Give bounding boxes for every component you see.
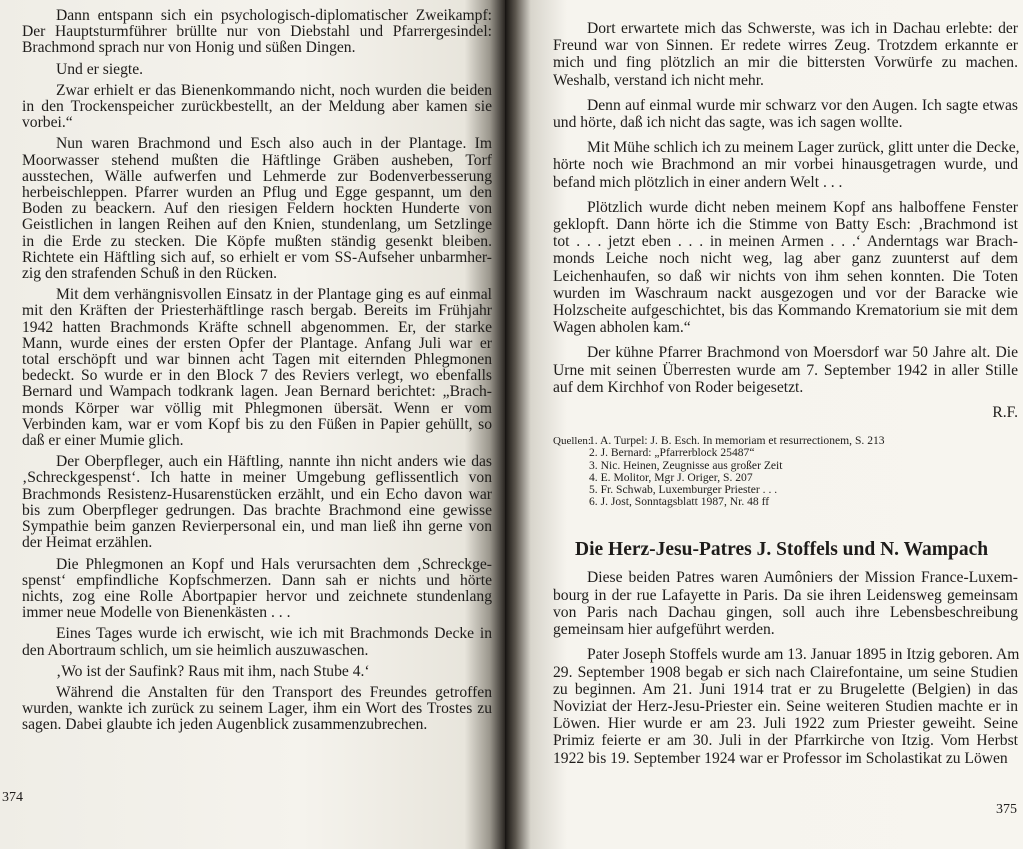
text-line: 1922 bis 19. September 1924 war er Professor im Scholastikat zu Löwen (553, 749, 1008, 767)
text-line: befand mich plötzlich in einer andern Welt . . . (553, 173, 843, 191)
text-line: daß er einer Mumie glich. (22, 432, 184, 450)
text-line: Moorwasser stehend mußten die Häftlinge Gräben ausheben, Torf (22, 151, 492, 169)
text-line: Primiz feierte er am 30. Juli in der Pfarrkirche von Itzig. Vom Herbst (553, 732, 1018, 750)
text-line: total erschöpft und war binnen acht Tagen mit eiternden Phlegmonen (22, 351, 492, 369)
text-line: Urne mit seinen Überresten wurde am 7. September 1942 in aller Stille (553, 361, 1018, 379)
text-line: vorbei.“ (22, 114, 73, 132)
text-line: ‚Schreckgespenst‘. Ich hatte in meiner Umgebung geflissentlich von (22, 469, 492, 487)
text-line: Löwen. Hier wurde er am 23. Juli 1922 zum Priester geweiht. Seine (553, 715, 1018, 733)
paragraph (22, 8, 492, 57)
text-line: herbeischleppen. Pfarrer wurden an Pflug und Egge gespannt, um den (22, 184, 492, 202)
text-line: Zwar erhielt er das Bienenkommando nicht, noch wurden die beiden (56, 81, 492, 99)
text-line: Mit dem verhängnisvollen Einsatz in der Plantage ging es auf einmal (56, 286, 492, 304)
text-line: monds Leiche noch nicht weg, lag aber ganz zuunterst auf dem (553, 250, 1018, 268)
text-line: Verbinden kam, war er vom Kopf bis zu den Füßen in Papier gehüllt, so (22, 415, 492, 433)
page-number-left: 374 (2, 790, 23, 805)
text-line: tot . . . jetzt eben . . . in meinen Armen . . .‘ Anderntags war Brach- (553, 233, 1018, 251)
text-line: Der kühne Pfarrer Brachmond von Moersdorf war 50 Jahre alt. Die (587, 344, 1018, 362)
text-line: Und er siegte. (56, 60, 144, 78)
text-line: hörte noch wie Brachmond an mir vorbei hinausgetragen wurde, und (553, 156, 1018, 174)
section-heading: Die Herz-Jesu-Patres J. Stoffels und N. Wampach (575, 539, 989, 561)
page-number-right: 375 (996, 802, 1017, 817)
text-line: mich und fing plötzlich an mir die bittersten Vorwürfe zu machen. (553, 54, 1018, 72)
text-line: Freund war von Sinnen. Er redete wirres Zeug. Trotzdem erkannte er (553, 37, 1018, 55)
text-line: Bernard und Wampach todkrank lagen. Jean Bernard berichtet: „Brach- (22, 383, 492, 401)
text-line: wurden, wankte ich zurück zu seinem Lager, ihm ein Wort des Trostes zu (22, 700, 492, 718)
text-line: mit den Kräften der Priesterhäftlinge rasch bergab. Bereits im Frühjahr (22, 302, 492, 320)
text-line: Brachmonds Resistenz-Husarenstücken erzählt, und ein Echo davon war (22, 485, 492, 503)
paragraph (22, 83, 492, 132)
text-line: ausstechen, Wälle aufwerfen und Lehmerde zur Bodenverbesserung (22, 167, 492, 185)
text-line: den Abortraum schlich, um sie heimlich auszuwaschen. (22, 641, 369, 659)
right-book-page (505, 0, 1023, 849)
text-line: bourg in der rue Lafayette in Paris. Da sie ihren Leidensweg gemeinsam (553, 586, 1018, 604)
text-line: in den Trockenspeicher zurückbestellt, an der Meldung aber kamen sie (22, 98, 492, 116)
text-line: Während die Anstalten für den Transport des Freundes getroffen (56, 683, 492, 701)
text-line: zig den strafenden Schuß in den Rücken. (22, 265, 278, 283)
text-line: Der Oberpfleger, auch ein Häftling, nannte ihn nicht anders wie das (56, 453, 492, 471)
right-page-paragraphs (553, 20, 1018, 396)
text-line: Die Phlegmonen an Kopf und Hals verursachten dem ‚Schreckge- (56, 555, 492, 573)
text-line: geklopft. Dann hörte ich die Stimme von Batty Esch: ‚Brachmond ist (553, 216, 1018, 234)
text-line: spenst‘ empfindliche Kopfschmerzen. Dann sah er nichts und hörte (22, 571, 492, 589)
left-page-body (22, 8, 492, 739)
text-line: wurden im Waschraum nackt ausgezogen und vor der Baracke wie (553, 284, 1018, 302)
text-line: Weshalb, verstand ich nicht mehr. (553, 71, 764, 89)
source-item: 3. Nic. Heinen, Zeugnisse aus großer Zeit (589, 458, 783, 472)
paragraph (22, 62, 492, 78)
paragraph (22, 685, 492, 734)
text-line: Eines Tages wurde ich erwischt, wie ich mit Brachmonds Decke in (56, 625, 492, 643)
sources-items (589, 435, 1018, 508)
source-item: 6. J. Jost, Sonntagsblatt 1987, Nr. 48 ff (589, 495, 770, 509)
text-line: zu beginnen. Am 21. Juni 1914 trat er zu Brugelette (Belgien) in das (553, 680, 1018, 698)
source-item: 5. Fr. Schwab, Luxemburger Priester . . . (589, 483, 778, 497)
paragraph (553, 139, 1018, 191)
text-line: Diese beiden Patres waren Aumôniers der Mission France-Luxem- (587, 569, 1018, 587)
text-line: Dann entspann sich ein psychologisch-diplomatischer Zweikampf: (56, 7, 492, 24)
paragraph (22, 664, 492, 680)
text-line: Geistlichen in langen Reihen auf den Knien, stundenlang, um Setzlinge (22, 216, 492, 234)
text-line: 1942 hatten Brachmonds Kräfte schnell abgenommen. Er, der starke (22, 318, 492, 336)
author-signature: R.F. (992, 404, 1018, 422)
source-item: 4. E. Molitor, Mgr J. Origer, S. 207 (589, 470, 753, 484)
paragraph (22, 557, 492, 622)
text-line: ‚Wo ist der Saufink? Raus mit ihm, nach Stube 4.‘ (56, 662, 370, 680)
text-line: Leichenhaufen, so daß wir nichts von ihm sehen konnten. Die Toten (553, 267, 1018, 285)
paragraph (553, 569, 1018, 638)
text-line: Mann, wurde eines der ersten Opfer der Plantage. Anfang Juli war er (22, 334, 492, 352)
section-paragraphs (553, 569, 1018, 766)
text-line: 29. September 1908 begab er sich nach Clairefontaine, um seine Studien (553, 663, 1018, 681)
paragraph (553, 20, 1018, 89)
text-line: Mit Mühe schlich ich zu meinem Lager zurück, glitt unter die Decke, (587, 139, 1020, 157)
paragraph (22, 136, 492, 282)
paragraph (553, 646, 1018, 766)
text-line: Plötzlich wurde dicht neben meinem Kopf ans halboffene Fenster (587, 198, 1018, 216)
right-page-body (553, 20, 1018, 775)
paragraph (22, 454, 492, 551)
text-line: der Heimat erzählen. (22, 534, 153, 552)
text-line: Brachmond sprach nur von Honig und süßen Dingen. (22, 39, 356, 57)
text-line: Dort erwartete mich das Schwerste, was ich in Dachau erlebte: der (587, 20, 1018, 37)
paragraph (553, 97, 1018, 131)
text-line: Holzscheite aufgeschichtet, bis das Kommando Krematorium sie mit dem (553, 302, 1018, 320)
source-item: 2. J. Bernard: „Pfarrerblock 25487“ (589, 446, 755, 460)
text-line: Denn auf einmal wurde mir schwarz vor den Augen. Ich sagte etwas (587, 96, 1018, 114)
sources-list (553, 435, 1018, 508)
text-line: nichts, zog eine Rolle Abortpapier hervor und zeichnete stundenlang (22, 587, 492, 605)
paragraph (22, 287, 492, 449)
text-line: Noviziat der Herz-Jesu-Priester ein. Seine weiteren Studien machte er in (553, 697, 1018, 715)
paragraph (22, 626, 492, 658)
text-line: von Paris nach Dachau gingen, soll auch ihre Lebensbeschreibung (553, 603, 1018, 621)
text-line: Richtete ein Häftling sich auf, so erhielt er vom SS-Aufseher unbarmher- (22, 248, 492, 266)
text-line: bis zum Oberpfleger gedrungen. Das brachte Brachmond eine gewisse (22, 501, 492, 519)
text-line: monds Körper war völlig mit Phlegmonen übersät. Wenn er vom (22, 399, 492, 417)
text-line: Wagen abholen kam.“ (553, 319, 691, 337)
paragraph (553, 199, 1018, 337)
text-line: und hörte, daß ich nicht das sagte, was ich sagen wollte. (553, 114, 903, 132)
text-line: sagen. Dabei glaubte ich jeden Augenblick zusammenzubrechen. (22, 716, 428, 734)
text-line: Boden zu beackern. Auf den riesigen Feldern hockten Hunderte von (22, 200, 492, 218)
text-line: Nun waren Brachmond und Esch also auch in der Plantage. Im (56, 135, 492, 153)
text-line: in die Erde zu stecken. Die Köpfe mußten ständig gesenkt bleiben. (22, 232, 492, 250)
source-item: 1. A. Turpel: J. B. Esch. In memoriam et resurrectionem, S. 213 (589, 434, 885, 448)
text-line: auf dem Kirchhof von Roder beigesetzt. (553, 378, 804, 396)
text-line: gemeinsam hier aufgeführt werden. (553, 621, 775, 639)
text-line: Der Hauptsturmführer brüllte nur von Diebstahl und Pfarrergesindel: (22, 23, 492, 41)
left-book-page (0, 0, 505, 849)
text-line: Pater Joseph Stoffels wurde am 13. Januar 1895 in Itzig geboren. Am (587, 646, 1020, 664)
sources-label: Quellen: (553, 435, 591, 448)
text-line: immer neue Modelle von Bienenkästen . . . (22, 604, 291, 622)
paragraph (553, 344, 1018, 396)
text-line: Sympathie beim ganzen Revierpersonal ein, und man ließ ihn gerne von (22, 518, 492, 536)
text-line: bedeckt. So wurde er in den Block 7 des Reviers verlegt, wo ebenfalls (22, 367, 492, 385)
